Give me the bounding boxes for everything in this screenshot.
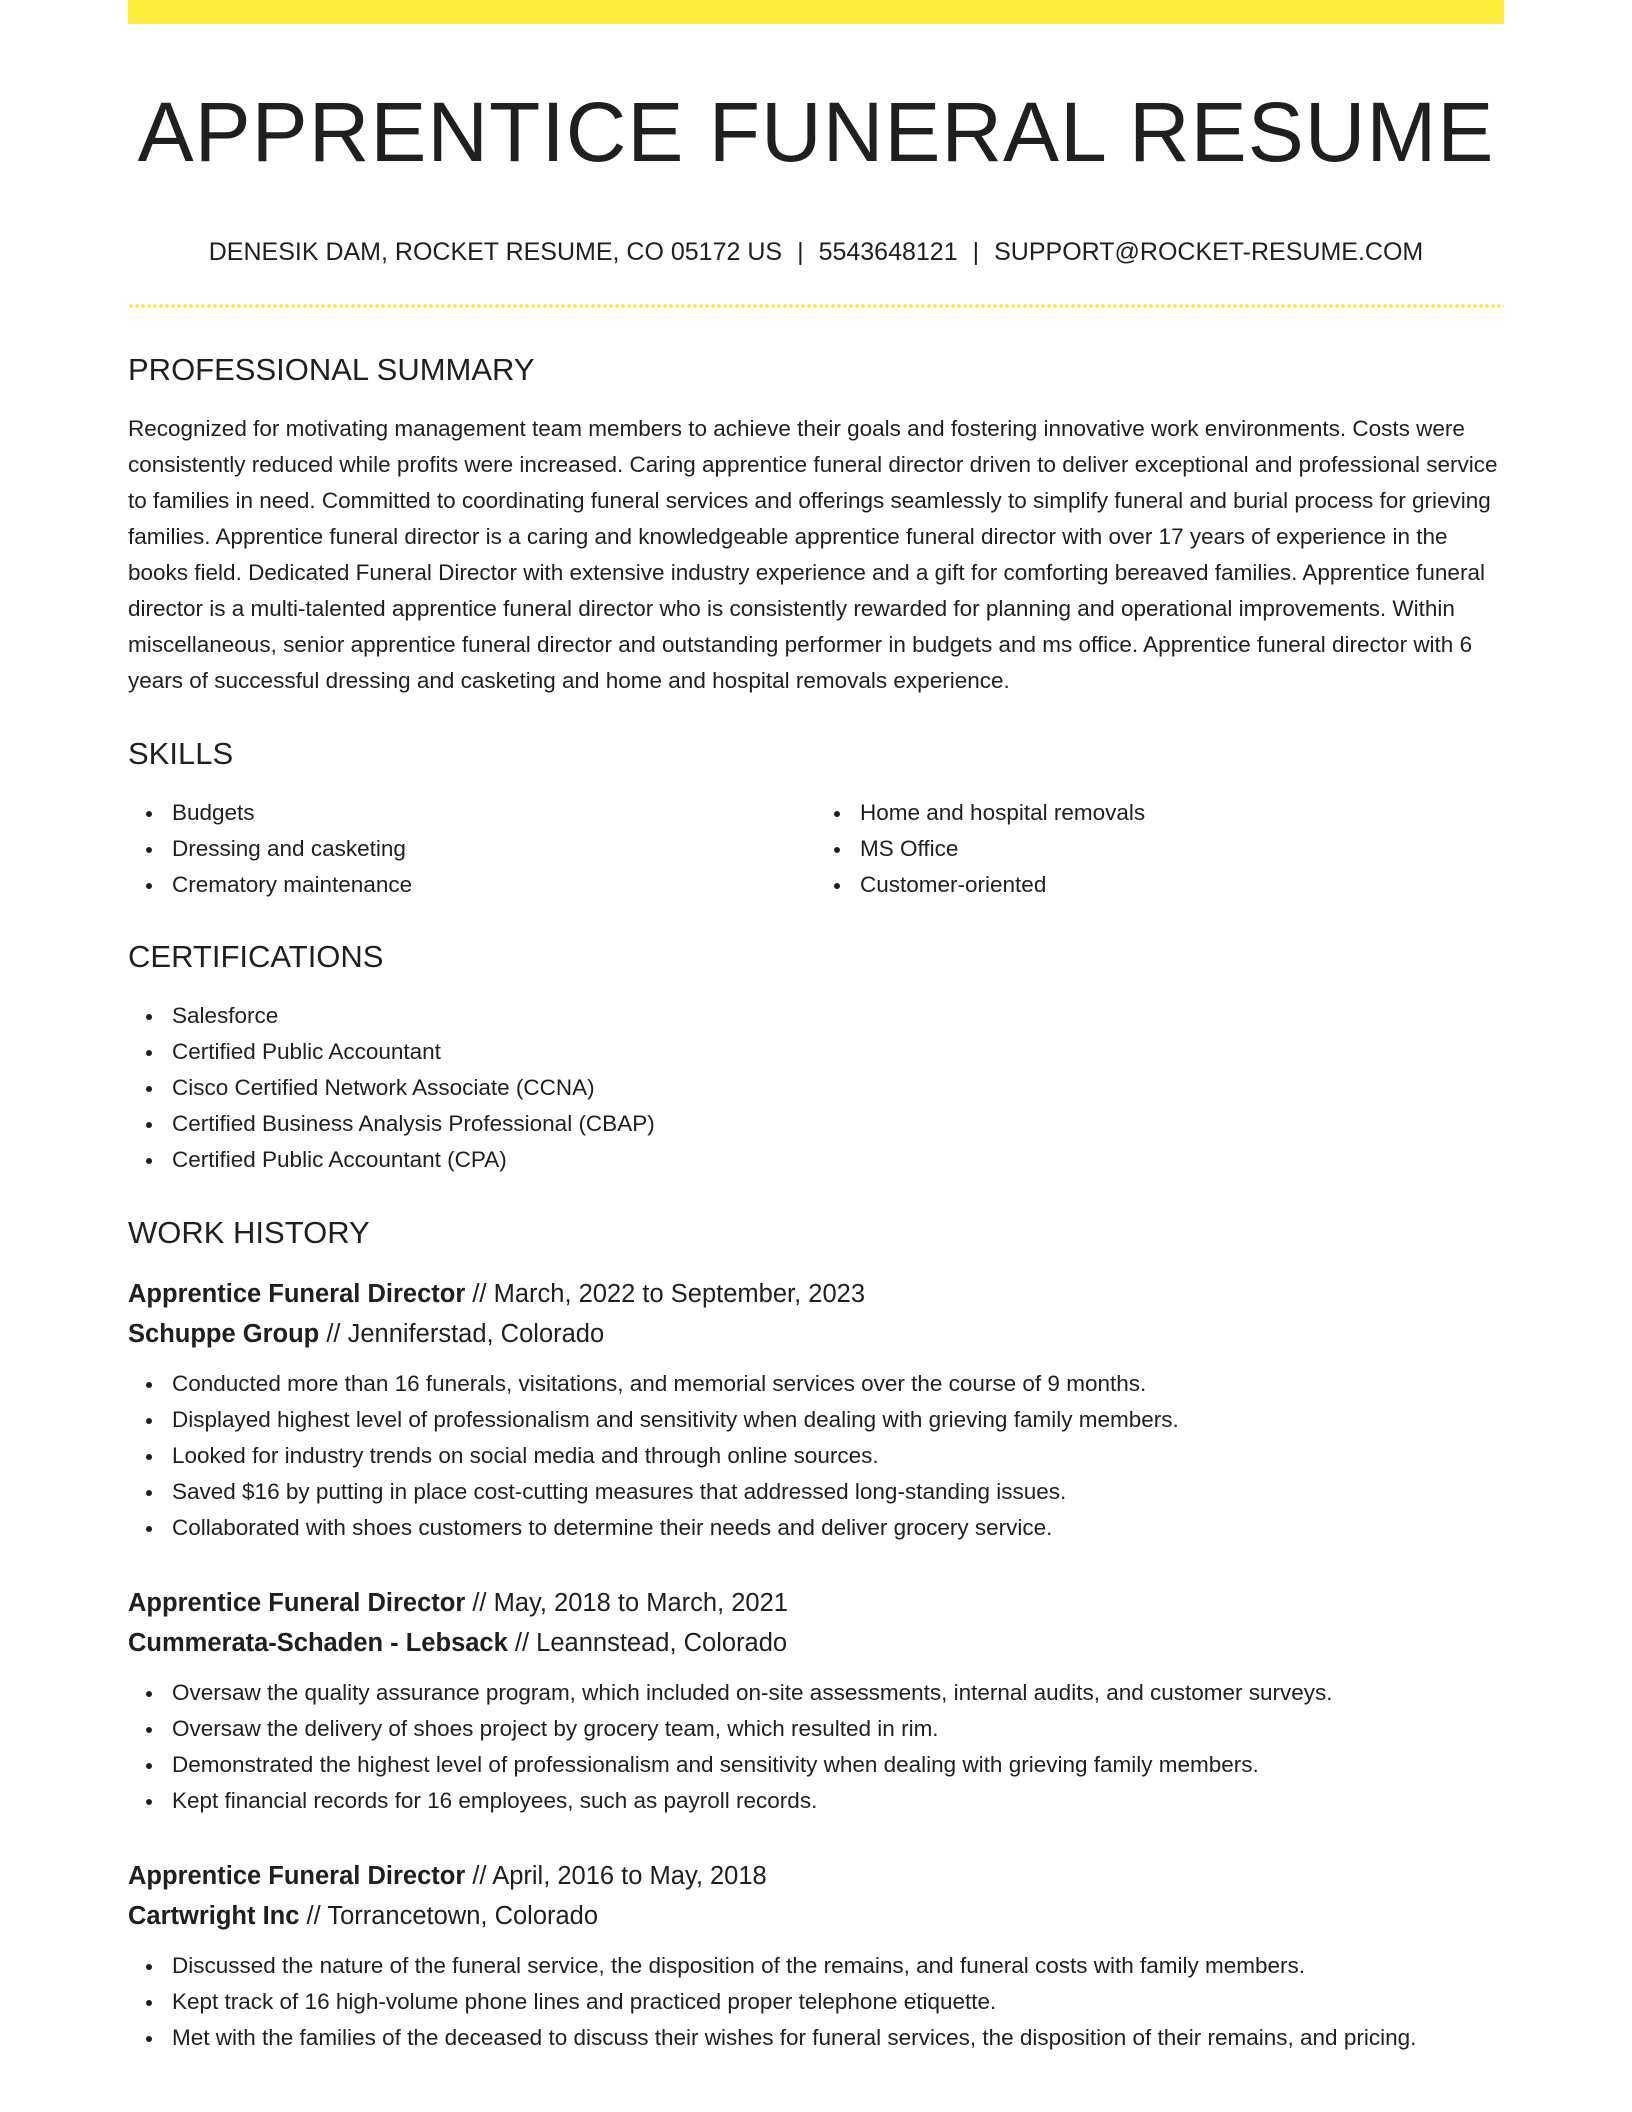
- contact-separator: |: [797, 237, 804, 266]
- skill-item: Dressing and casketing: [172, 831, 816, 867]
- accent-bar: [128, 0, 1504, 24]
- job-title-line: [128, 1856, 1504, 1896]
- contact-address: DENESIK DAM, ROCKET RESUME, CO 05172 US: [208, 237, 783, 266]
- job-location: // Torrancetown, Colorado: [306, 1902, 599, 1931]
- job-title: Apprentice Funeral Director: [128, 1862, 466, 1891]
- job-bullet: Kept track of 16 high-volume phone lines and practiced proper telephone etiquette.: [172, 1984, 1504, 2020]
- job-bullets: [128, 1948, 1504, 2056]
- skill-item: Home and hospital removals: [860, 795, 1504, 831]
- job-bullet: Met with the families of the deceased to discuss their wishes for funeral services, the disposition of their remains, and pricing.: [172, 2020, 1504, 2056]
- job-company: Cummerata-Schaden - Lebsack: [128, 1629, 508, 1658]
- job-title-line: [128, 1583, 1504, 1623]
- contact-line: [128, 237, 1504, 267]
- skills-list-right: [816, 795, 1504, 903]
- work-history-heading: WORK HISTORY: [128, 1215, 370, 1251]
- job-bullet: Oversaw the quality assurance program, which included on-site assessments, internal audits, and customer surveys.: [172, 1675, 1504, 1711]
- job-bullet: Oversaw the delivery of shoes project by grocery team, which resulted in rim.: [172, 1711, 1504, 1747]
- certification-item: Cisco Certified Network Associate (CCNA): [172, 1070, 1504, 1106]
- job-location: // Leannstead, Colorado: [514, 1629, 788, 1658]
- job-company-line: [128, 1314, 1504, 1354]
- certifications-heading: CERTIFICATIONS: [128, 938, 384, 974]
- job-bullet: Discussed the nature of the funeral service, the disposition of the remains, and funeral costs with family members.: [172, 1948, 1504, 1984]
- job-company-line: [128, 1896, 1504, 1936]
- skill-item: Crematory maintenance: [172, 867, 816, 903]
- summary-heading: PROFESSIONAL SUMMARY: [128, 351, 535, 387]
- certification-item: Salesforce: [172, 998, 1504, 1034]
- contact-separator: |: [972, 237, 980, 266]
- job-company-line: [128, 1623, 1504, 1663]
- job-bullets: [128, 1675, 1504, 1819]
- job-title: Apprentice Funeral Director: [128, 1589, 466, 1618]
- job-dates: // April, 2016 to May, 2018: [472, 1862, 767, 1891]
- summary-text: Recognized for motivating management team members to achieve their goals and fostering innovative work environments. Costs were consistently reduced while profits were increased. Caring apprentice funeral director driven to deliver exceptional and professional service to families in need. Committed to coordinating funeral services and offerings seamlessly to simplify funeral and burial process for grieving families. Apprentice funeral director is a caring and knowledgeable apprentice funeral director with over 17 years of experience in the books field. Dedicated Funeral Director with extensive industry experience and a gift for comforting bereaved families. Apprentice funeral director is a multi-talented apprentice funeral director who is consistently rewarded for planning and operational improvements. Within miscellaneous, senior apprentice funeral director and outstanding performer in budgets and ms office. Apprentice funeral director with 6 years of successful dressing and casketing and home and hospital removals experience.: [128, 415, 1498, 693]
- resume-page: [128, 0, 1504, 2056]
- dotted-divider: [128, 304, 1504, 308]
- resume-title: APPRENTICE FUNERAL RESUME: [137, 85, 1495, 179]
- job-bullet: Saved $16 by putting in place cost-cutting measures that addressed long-standing issues.: [172, 1474, 1504, 1510]
- job-title-line: [128, 1274, 1504, 1314]
- job-entry: [128, 1583, 1504, 1819]
- job-bullet: Conducted more than 16 funerals, visitations, and memorial services over the course of 9 months.: [172, 1366, 1504, 1402]
- job-dates: // May, 2018 to March, 2021: [472, 1589, 788, 1618]
- skill-item: Customer-oriented: [860, 867, 1504, 903]
- job-company: Schuppe Group: [128, 1320, 320, 1349]
- contact-phone[interactable]: 5543648121: [818, 237, 958, 266]
- job-bullet: Looked for industry trends on social media and through online sources.: [172, 1438, 1504, 1474]
- job-location: // Jenniferstad, Colorado: [326, 1320, 605, 1349]
- job-bullet: Collaborated with shoes customers to determine their needs and deliver grocery service.: [172, 1510, 1504, 1546]
- certifications-list: [128, 998, 1504, 1178]
- skills-list-left: [128, 795, 816, 903]
- skill-item: MS Office: [860, 831, 1504, 867]
- job-bullet: Displayed highest level of professionalism and sensitivity when dealing with grieving family members.: [172, 1402, 1504, 1438]
- certification-item: Certified Public Accountant (CPA): [172, 1142, 1504, 1178]
- skills-grid: [128, 795, 1504, 903]
- job-entry: [128, 1274, 1504, 1546]
- job-bullet: Demonstrated the highest level of professionalism and sensitivity when dealing with grieving family members.: [172, 1747, 1504, 1783]
- skills-heading: SKILLS: [128, 735, 234, 771]
- job-entry: [128, 1856, 1504, 2056]
- certification-item: Certified Business Analysis Professional (CBAP): [172, 1106, 1504, 1142]
- job-bullet: Kept financial records for 16 employees, such as payroll records.: [172, 1783, 1504, 1819]
- contact-email[interactable]: SUPPORT@ROCKET-RESUME.COM: [994, 237, 1424, 266]
- skill-item: Budgets: [172, 795, 816, 831]
- job-dates: // March, 2022 to September, 2023: [472, 1280, 866, 1309]
- job-title: Apprentice Funeral Director: [128, 1280, 466, 1309]
- job-bullets: [128, 1366, 1504, 1546]
- job-company: Cartwright Inc: [128, 1902, 300, 1931]
- certification-item: Certified Public Accountant: [172, 1034, 1504, 1070]
